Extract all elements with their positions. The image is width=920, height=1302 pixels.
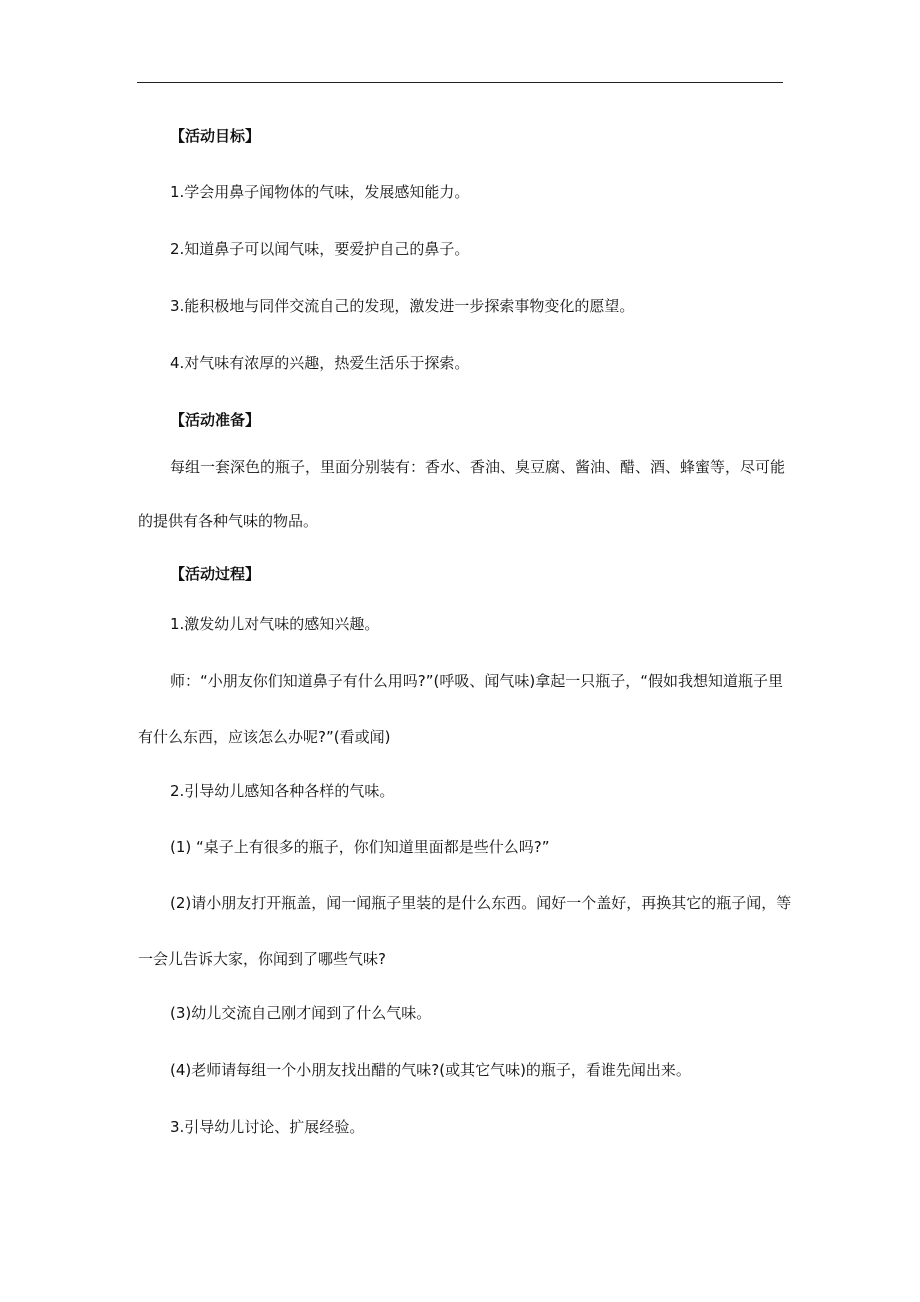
section-heading-goals: 【活动目标】 xyxy=(170,127,261,145)
goal-item: 4.对气味有浓厚的兴趣，热爱生活乐于探索。 xyxy=(170,354,470,372)
goal-item: 3.能积极地与同伴交流自己的发现，激发进一步探索事物变化的愿望。 xyxy=(170,297,635,315)
header-rule xyxy=(137,82,783,83)
process-item: 2.引导幼儿感知各种各样的气味。 xyxy=(170,782,395,800)
process-item: (1) “桌子上有很多的瓶子，你们知道里面都是些什么吗?” xyxy=(170,838,550,856)
process-item: 1.激发幼儿对气味的感知兴趣。 xyxy=(170,615,380,633)
section-heading-process: 【活动过程】 xyxy=(170,565,261,583)
goal-item: 1.学会用鼻子闻物体的气味，发展感知能力。 xyxy=(170,183,470,201)
document-body xyxy=(138,118,798,1145)
process-paragraph: 师：“小朋友你们知道鼻子有什么用吗?”(呼吸、闻气味)拿起一只瓶子，“假如我想知道瓶子里有什么东西，应该怎么办呢?”(看或闻) xyxy=(138,672,783,746)
process-item: 3.引导幼儿讨论、扩展经验。 xyxy=(170,1118,365,1136)
goal-item: 2.知道鼻子可以闻气味，要爱护自己的鼻子。 xyxy=(170,240,470,258)
process-paragraph: (2)请小朋友打开瓶盖，闻一闻瓶子里装的是什么东西。闻好一个盖好，再换其它的瓶子闻，等一会儿告诉大家，你闻到了哪些气味? xyxy=(138,894,792,968)
preparation-paragraph: 每组一套深色的瓶子，里面分别装有：香水、香油、臭豆腐、酱油、醋、酒、蜂蜜等，尽可能的提供有各种气味的物品。 xyxy=(138,458,786,530)
process-item: (3)幼儿交流自己刚才闻到了什么气味。 xyxy=(170,1004,432,1022)
process-item: (4)老师请每组一个小朋友找出醋的气味?(或其它气味)的瓶子，看谁先闻出来。 xyxy=(170,1061,691,1079)
section-heading-preparation: 【活动准备】 xyxy=(170,411,261,429)
